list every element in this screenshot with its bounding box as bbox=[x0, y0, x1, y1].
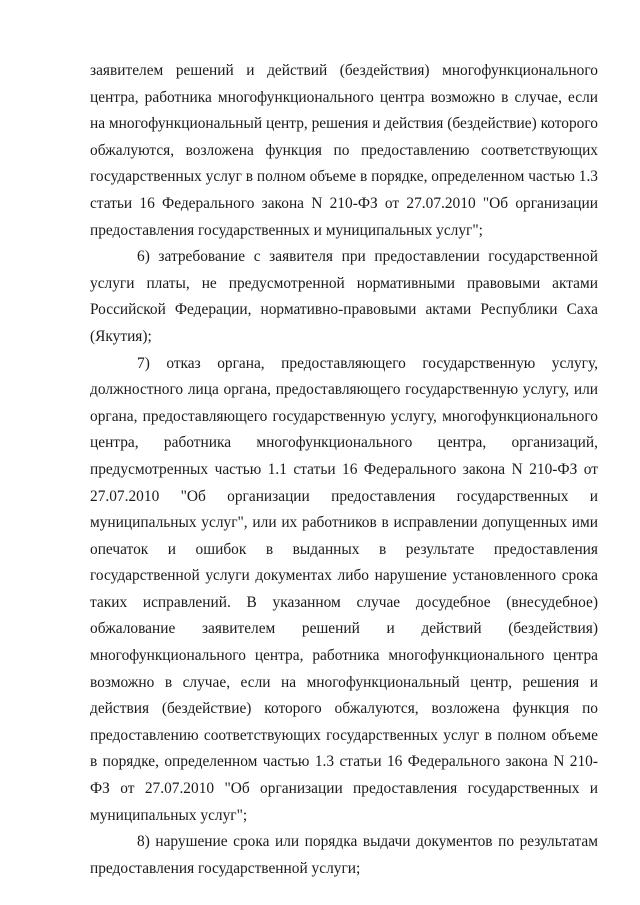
paragraph-continuation: заявителем решений и действий (бездействия) многофункционального центра, работника многофункционального центра возможно в случае, если на многофункциональный центр, решения и действия (бездействие) которого обжалуются, возложена функция по предоставлению соответствующих государственных услуг в полном объеме в порядке, определенном частью 1.3 статьи 16 Федерального закона N 210-ФЗ от 27.07.2010 "Об организации предоставления государственных и муниципальных услуг"; bbox=[90, 62, 598, 239]
paragraph-item-8: 8) нарушение срока или порядка выдачи документов по результатам предоставления государственной услуги; bbox=[90, 833, 598, 877]
paragraph-item-7: 7) отказ органа, предоставляющего государственную услугу, должностного лица органа, предоставляющего государственную услугу, или органа, предоставляющего государственную услугу, многофункционального центра, работника многофункционального центра, организаций, предусмотренных частью 1.1 статьи 16 Федерального закона N 210-ФЗ от 27.07.2010 "Об организации предоставления государственных и муниципальных услуг", или их работников в исправлении допущенных ими опечаток и ошибок в выданных в результате предоставления государственной услуги документах либо нарушение установленного срока таких исправлений. В указанном случае досудебное (внесудебное) обжалование заявителем решений и действий (бездействия) многофункционального центра, работника многофункционального центра возможно в случае, если на многофункциональный центр, решения и действия (бездействие) которого обжалуются, возложена функция по предоставлению соответствующих государственных услуг в полном объеме в порядке, определенном частью 1.3 статьи 16 Федерального закона N 210-ФЗ от 27.07.2010 "Об организации предоставления государственных и муниципальных услуг"; bbox=[90, 354, 598, 824]
paragraph-item-6: 6) затребование с заявителя при предоставлении государственной услуги платы, не предусмотренной нормативными правовыми актами Российской Федерации, нормативно-правовыми актами Республики Саха (Якутия); bbox=[90, 248, 598, 345]
document-body bbox=[90, 58, 598, 882]
